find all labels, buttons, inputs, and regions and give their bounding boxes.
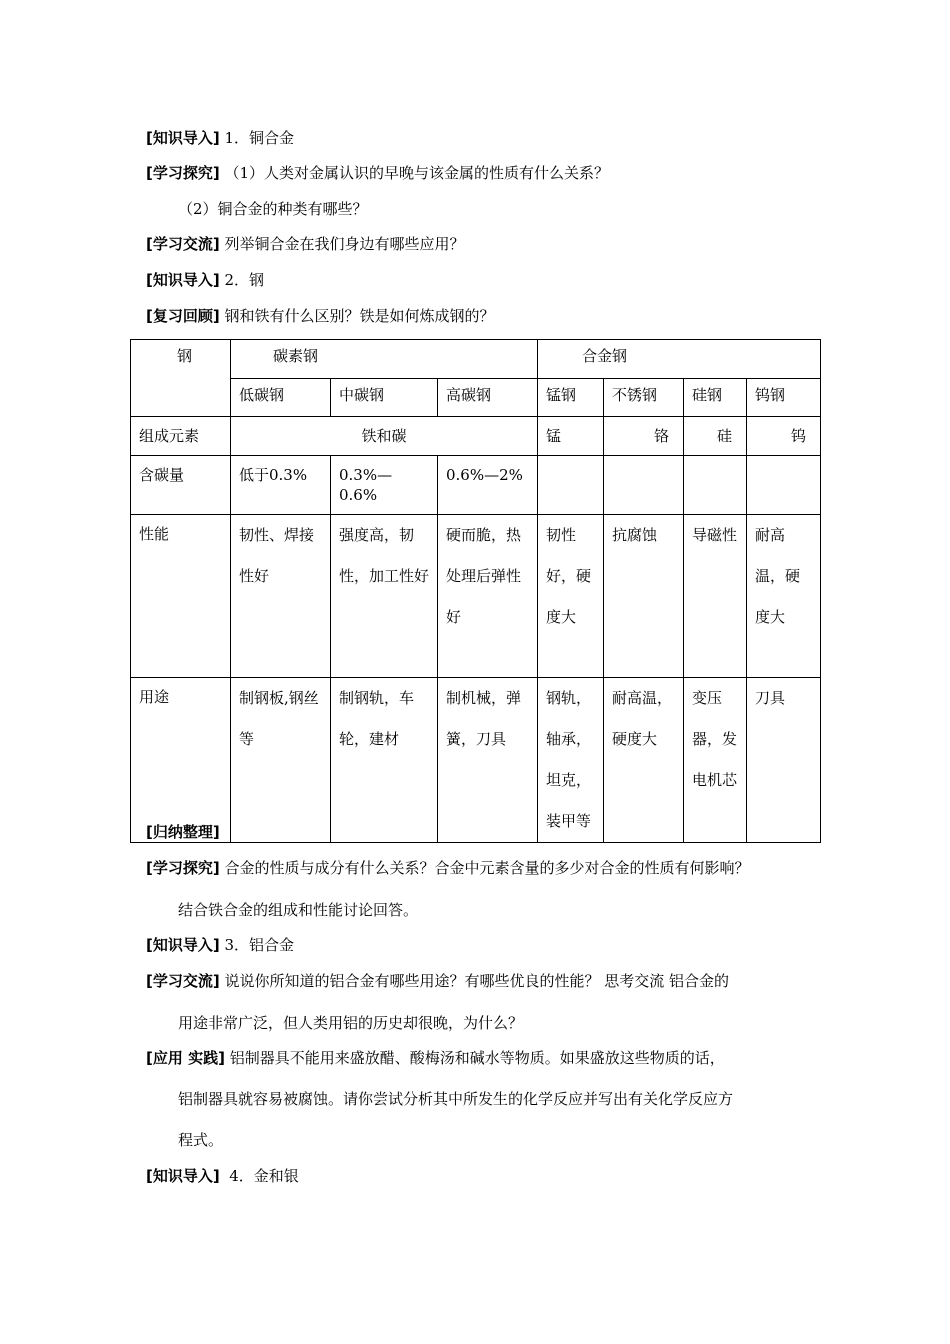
table-cell: 耐高温，硬度大 — [747, 515, 821, 678]
table-cell — [604, 456, 684, 515]
table-cell: 钢轨，轴承，坦克，装甲等 — [538, 678, 604, 843]
table-cell: 制机械，弹簧，刀具 — [438, 678, 538, 843]
section-tag: [应用 实践] — [146, 1049, 225, 1067]
subheader-cell: 硅钢 — [684, 379, 747, 417]
table-cell: 硅 — [684, 417, 747, 456]
header-alloy-steel: 合金钢 — [538, 340, 821, 379]
line-application-2 — [178, 1089, 733, 1109]
table-cell: 铬 — [604, 417, 684, 456]
line-study-explore-2 — [146, 858, 750, 878]
table-cell: 耐高温，硬度大 — [604, 678, 684, 843]
table-cell: 导磁性 — [684, 515, 747, 678]
subheader-cell: 高碳钢 — [438, 379, 538, 417]
line-text: 程式。 — [178, 1131, 224, 1149]
section-tag: [知识导入] — [146, 1167, 220, 1185]
line-discuss — [178, 900, 418, 920]
line-text: 铝制器具不能用来盛放醋、酸梅汤和碱水等物质。如果盛放这些物质的话， — [229, 1049, 725, 1067]
table-row-carbon-content — [131, 456, 821, 515]
line-application — [146, 1048, 725, 1068]
section-tag: [学习探究] — [146, 859, 220, 877]
table-cell — [684, 456, 747, 515]
table-subheader-row — [131, 379, 821, 417]
line-steel-intro — [146, 270, 264, 290]
table-cell: 韧性、焊接性好 — [231, 515, 331, 678]
line-text: 结合铁合金的组成和性能讨论回答。 — [178, 901, 419, 919]
line-text: 1．铜合金 — [224, 129, 295, 147]
table-cell: 硬而脆，热处理后弹性好 — [438, 515, 538, 678]
table-cell: 制钢板,钢丝等 — [231, 678, 331, 843]
table-cell: 铁和碳 — [231, 417, 538, 456]
line-study-explore-1 — [146, 163, 609, 183]
section-tag: [知识导入] — [146, 271, 220, 289]
table-cell: 低于0.3% — [231, 456, 331, 515]
line-review — [146, 306, 495, 326]
line-text: 3．铝合金 — [224, 936, 295, 954]
line-text: 说说你所知道的铝合金有哪些用途？有哪些优良的性能？ 思考交流 铝合金的 — [224, 972, 730, 990]
table-cell: 强度高，韧性，加工性好 — [331, 515, 438, 678]
section-tag: [复习回顾] — [146, 307, 220, 325]
subheader-cell: 中碳钢 — [331, 379, 438, 417]
table-cell: 韧性好，硬度大 — [538, 515, 604, 678]
table-cell — [747, 456, 821, 515]
header-carbon-steel: 碳素钢 — [231, 340, 538, 379]
line-text: 钢和铁有什么区别？铁是如何炼成钢的？ — [224, 307, 495, 325]
subheader-cell: 不锈钢 — [604, 379, 684, 417]
table-cell: 0.3%—0.6% — [331, 456, 438, 515]
row-label: 含碳量 — [131, 456, 231, 515]
line-text: 合金的性质与成分有什么关系？合金中元素含量的多少对合金的性质有何影响？ — [224, 859, 750, 877]
subheader-cell: 锰钢 — [538, 379, 604, 417]
line-study-exchange-1 — [146, 234, 465, 254]
table-row-uses — [131, 678, 821, 843]
line-gold-silver-intro — [146, 1166, 299, 1186]
steel-table — [130, 339, 821, 843]
table-cell: 刀具 — [747, 678, 821, 843]
table-row-composition — [131, 417, 821, 456]
line-text: （1）人类对金属认识的早晚与该金属的性质有什么关系？ — [224, 164, 610, 182]
section-tag: [知识导入] — [146, 936, 220, 954]
line-aluminum-question — [178, 1013, 523, 1033]
line-summary — [146, 822, 220, 842]
table-cell: 钨 — [747, 417, 821, 456]
table-cell: 0.6%—2% — [438, 456, 538, 515]
row-label: 用途 — [131, 678, 231, 843]
row-label: 组成元素 — [131, 417, 231, 456]
line-text: （2）铜合金的种类有哪些？ — [178, 200, 368, 218]
subheader-cell: 钨钢 — [747, 379, 821, 417]
row-label: 性能 — [131, 515, 231, 678]
table-cell: 变压器，发电机芯 — [684, 678, 747, 843]
subheader-cell: 低碳钢 — [231, 379, 331, 417]
line-aluminum-intro — [146, 935, 294, 955]
line-question-2 — [178, 199, 368, 219]
header-steel: 钢 — [131, 340, 231, 417]
section-tag: [知识导入] — [146, 129, 220, 147]
line-copper-intro — [146, 128, 294, 148]
table-cell — [538, 456, 604, 515]
table-cell: 抗腐蚀 — [604, 515, 684, 678]
section-tag: [学习探究] — [146, 164, 220, 182]
line-study-exchange-2 — [146, 971, 729, 991]
table-row-properties — [131, 515, 821, 678]
line-text: 铝制器具就容易被腐蚀。请你尝试分析其中所发生的化学反应并写出有关化学反应方 — [178, 1090, 734, 1108]
section-tag: [归纳整理] — [146, 823, 220, 841]
table-header-row — [131, 340, 821, 379]
section-tag: [学习交流] — [146, 235, 220, 253]
table-cell: 制钢轨，车轮，建材 — [331, 678, 438, 843]
line-text: 2．钢 — [224, 271, 265, 289]
line-text: 用途非常广泛，但人类用铝的历史却很晚，为什么？ — [178, 1014, 524, 1032]
section-tag: [学习交流] — [146, 972, 220, 990]
line-text: 4．金和银 — [224, 1167, 299, 1185]
table-cell: 锰 — [538, 417, 604, 456]
line-application-3 — [178, 1130, 223, 1150]
line-text: 列举铜合金在我们身边有哪些应用？ — [224, 235, 465, 253]
